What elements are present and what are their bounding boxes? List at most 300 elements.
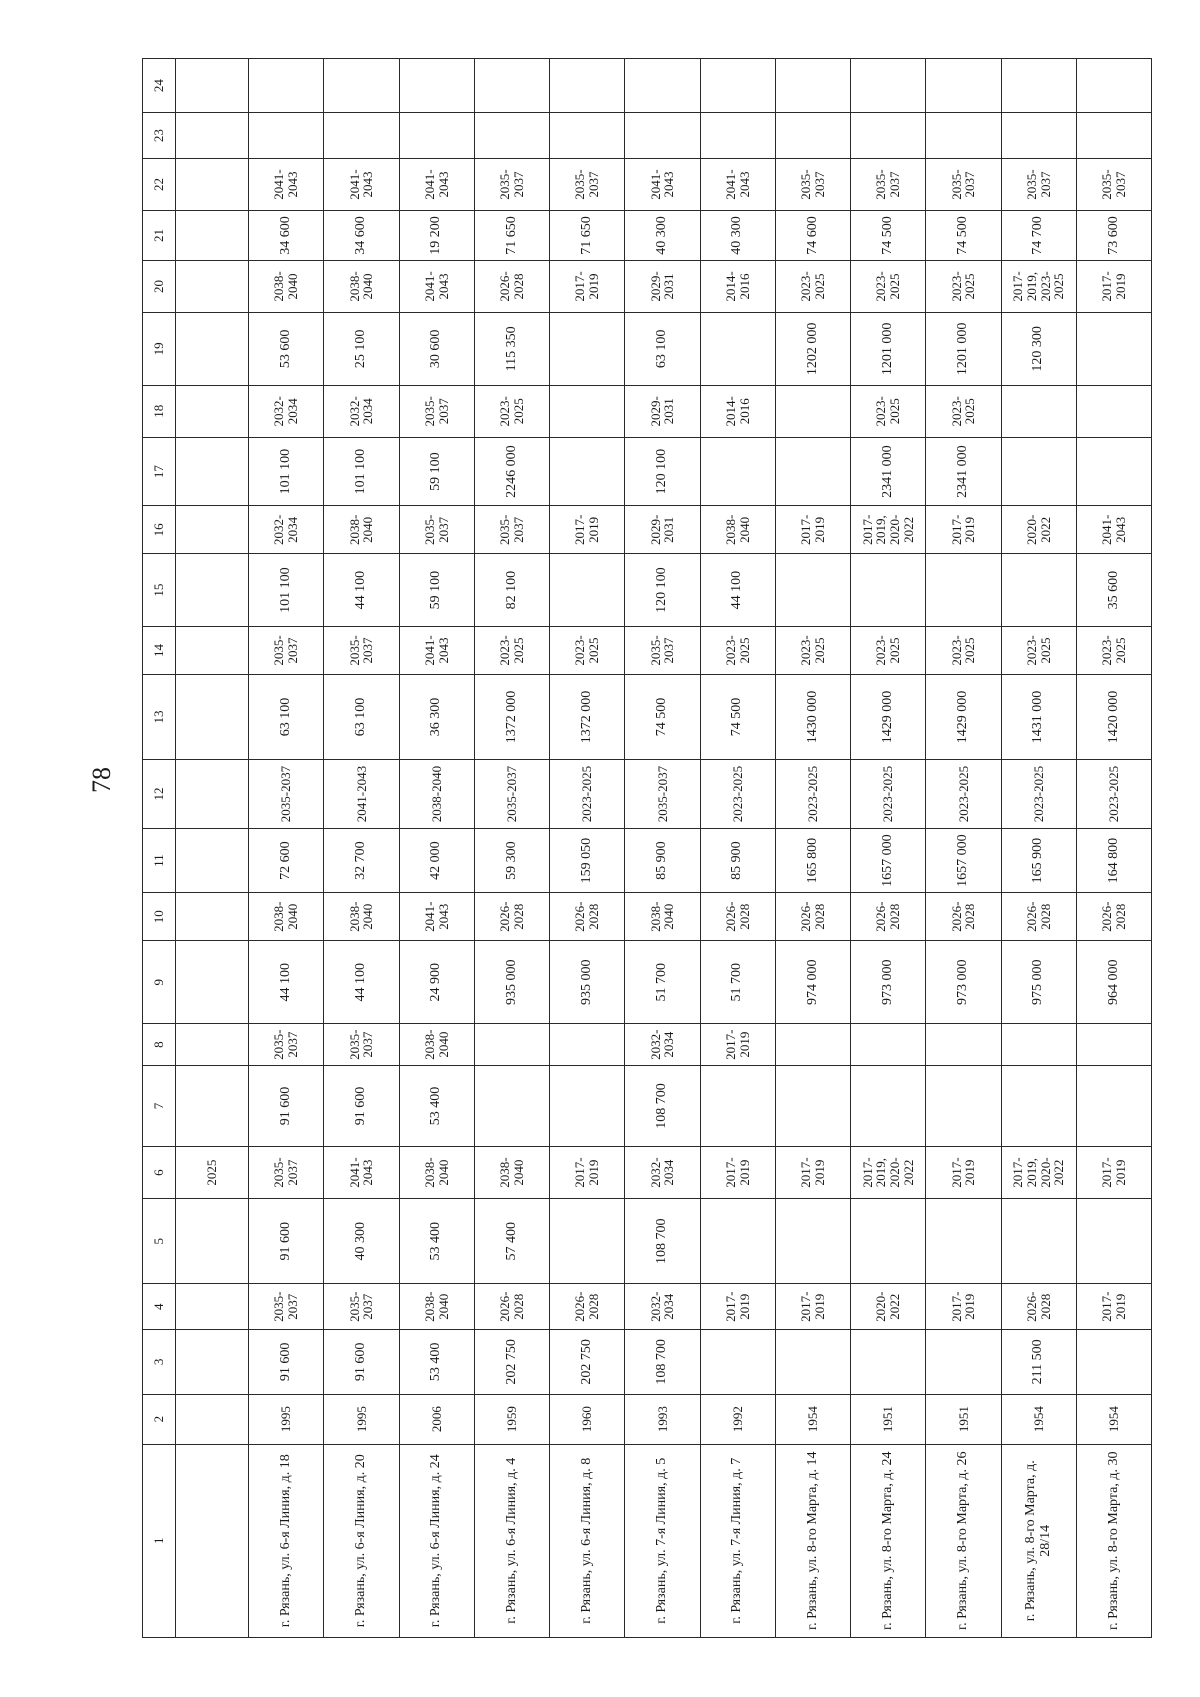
table-cell-col-16: 2041-2043 bbox=[1076, 506, 1151, 554]
table-cell-col-18: 2023-2025 bbox=[851, 385, 926, 437]
header-cell-16 bbox=[176, 506, 249, 554]
table-cell-col-14: 2035-2037 bbox=[249, 627, 324, 675]
table-row bbox=[249, 59, 324, 1638]
header-cell-21 bbox=[176, 211, 249, 261]
table-cell-col-10: 2026-2028 bbox=[474, 893, 549, 941]
table-cell-col-5: 40 300 bbox=[324, 1199, 399, 1284]
table-cell-col-5 bbox=[926, 1199, 1001, 1284]
column-number-2: 2 bbox=[143, 1394, 176, 1444]
table-cell-col-8: 2038-2040 bbox=[399, 1024, 474, 1066]
address-cell: г. Рязань, ул. 6-я Линия, д. 18 bbox=[249, 1444, 324, 1637]
table-cell-col-4: 2035-2037 bbox=[249, 1284, 324, 1330]
table-cell-col-3: 211 500 bbox=[1001, 1330, 1076, 1394]
table-cell-col-12: 2023-2025 bbox=[926, 760, 1001, 829]
table-row bbox=[926, 59, 1001, 1638]
table-cell-col-16: 2029-2031 bbox=[625, 506, 700, 554]
table-cell-col-17: 2246 000 bbox=[474, 437, 549, 506]
table-cell-col-11: 32 700 bbox=[324, 828, 399, 892]
table-cell-col-9: 935 000 bbox=[474, 941, 549, 1024]
table-cell-col-16: 2017-2019, 2020-2022 bbox=[851, 506, 926, 554]
header-cell-10 bbox=[176, 893, 249, 941]
address-cell: г. Рязань, ул. 6-я Линия, д. 4 bbox=[474, 1444, 549, 1637]
column-number-10: 10 bbox=[143, 893, 176, 941]
header-cell-23 bbox=[176, 113, 249, 159]
header-cell-1 bbox=[176, 1444, 249, 1637]
table-cell-col-20: 2029-2031 bbox=[625, 260, 700, 312]
table-cell-col-7 bbox=[474, 1065, 549, 1146]
table-cell-col-22: 2035-2037 bbox=[1076, 159, 1151, 211]
table-cell-col-15: 44 100 bbox=[700, 554, 775, 627]
header-cell-9 bbox=[176, 941, 249, 1024]
header-cell-2 bbox=[176, 1394, 249, 1444]
column-number-14: 14 bbox=[143, 627, 176, 675]
column-number-15: 15 bbox=[143, 554, 176, 627]
table-cell-col-2: 1954 bbox=[775, 1394, 850, 1444]
table-cell-col-20: 2017-2019, 2023-2025 bbox=[1001, 260, 1076, 312]
table-cell-col-24 bbox=[550, 59, 625, 113]
column-number-21: 21 bbox=[143, 211, 176, 261]
table-cell-col-5 bbox=[1001, 1199, 1076, 1284]
table-cell-col-24 bbox=[474, 59, 549, 113]
column-number-1: 1 bbox=[143, 1444, 176, 1637]
column-number-13: 13 bbox=[143, 674, 176, 759]
table-cell-col-10: 2041-2043 bbox=[399, 893, 474, 941]
table-cell-col-20: 2026-2028 bbox=[474, 260, 549, 312]
table-cell-col-17 bbox=[700, 437, 775, 506]
table-cell-col-9: 964 000 bbox=[1076, 941, 1151, 1024]
table-cell-col-22: 2035-2037 bbox=[851, 159, 926, 211]
table-cell-col-10: 2026-2028 bbox=[775, 893, 850, 941]
table-cell-col-9: 973 000 bbox=[926, 941, 1001, 1024]
table-cell-col-10: 2026-2028 bbox=[550, 893, 625, 941]
table-cell-col-17 bbox=[1076, 437, 1151, 506]
table-cell-col-7: 53 400 bbox=[399, 1065, 474, 1146]
table-cell-col-20: 2017-2019 bbox=[1076, 260, 1151, 312]
table-cell-col-5: 53 400 bbox=[399, 1199, 474, 1284]
table-cell-col-19 bbox=[700, 312, 775, 385]
table-cell-col-12: 2023-2025 bbox=[1076, 760, 1151, 829]
table-cell-col-18 bbox=[550, 385, 625, 437]
table-cell-col-24 bbox=[625, 59, 700, 113]
table-cell-col-20: 2023-2025 bbox=[851, 260, 926, 312]
table-cell-col-6: 2032-2034 bbox=[625, 1147, 700, 1199]
table-cell-col-9: 974 000 bbox=[775, 941, 850, 1024]
table-cell-col-19 bbox=[550, 312, 625, 385]
table-cell-col-2: 1960 bbox=[550, 1394, 625, 1444]
table-cell-col-2: 1954 bbox=[1076, 1394, 1151, 1444]
table-row bbox=[474, 59, 549, 1638]
table-cell-col-8 bbox=[851, 1024, 926, 1066]
table-cell-col-3 bbox=[851, 1330, 926, 1394]
table-cell-col-18: 2023-2025 bbox=[474, 385, 549, 437]
table-row bbox=[700, 59, 775, 1638]
table-cell-col-5 bbox=[775, 1199, 850, 1284]
table-cell-col-9: 975 000 bbox=[1001, 941, 1076, 1024]
table-cell-col-12: 2023-2025 bbox=[550, 760, 625, 829]
address-cell: г. Рязань, ул. 8-го Марта, д. 30 bbox=[1076, 1444, 1151, 1637]
table-cell-col-13: 74 500 bbox=[700, 674, 775, 759]
table-cell-col-3 bbox=[775, 1330, 850, 1394]
table-cell-col-6: 2038-2040 bbox=[399, 1147, 474, 1199]
table-cell-col-2: 1995 bbox=[324, 1394, 399, 1444]
table-cell-col-24 bbox=[1001, 59, 1076, 113]
table-cell-col-14: 2023-2025 bbox=[700, 627, 775, 675]
table-cell-col-19: 25 100 bbox=[324, 312, 399, 385]
table-cell-col-20: 2017-2019 bbox=[550, 260, 625, 312]
table-cell-col-17: 59 100 bbox=[399, 437, 474, 506]
table-cell-col-22: 2041-2043 bbox=[249, 159, 324, 211]
header-cell-18 bbox=[176, 385, 249, 437]
table-cell-col-20: 2041-2043 bbox=[399, 260, 474, 312]
table-cell-col-17 bbox=[1001, 437, 1076, 506]
table-cell-col-11: 159 050 bbox=[550, 828, 625, 892]
table-cell-col-14: 2023-2025 bbox=[1076, 627, 1151, 675]
table-cell-col-11: 85 900 bbox=[625, 828, 700, 892]
table-cell-col-22: 2035-2037 bbox=[474, 159, 549, 211]
page-number: 78 bbox=[87, 767, 116, 793]
table-cell-col-18: 2023-2025 bbox=[926, 385, 1001, 437]
column-number-22: 22 bbox=[143, 159, 176, 211]
table-cell-col-10: 2026-2028 bbox=[851, 893, 926, 941]
column-number-11: 11 bbox=[143, 828, 176, 892]
table-cell-col-12: 2035-2037 bbox=[474, 760, 549, 829]
table-cell-col-6: 2035-2037 bbox=[249, 1147, 324, 1199]
address-cell: г. Рязань, ул. 6-я Линия, д. 24 bbox=[399, 1444, 474, 1637]
table-cell-col-23 bbox=[249, 113, 324, 159]
table-cell-col-4: 2017-2019 bbox=[700, 1284, 775, 1330]
table-cell-col-7: 91 600 bbox=[249, 1065, 324, 1146]
table-cell-col-7 bbox=[775, 1065, 850, 1146]
table-cell-col-11: 72 600 bbox=[249, 828, 324, 892]
table-cell-col-3: 53 400 bbox=[399, 1330, 474, 1394]
address-cell: г. Рязань, ул. 6-я Линия, д. 8 bbox=[550, 1444, 625, 1637]
table-cell-col-9: 935 000 bbox=[550, 941, 625, 1024]
table-cell-col-15 bbox=[926, 554, 1001, 627]
table-cell-col-7 bbox=[1001, 1065, 1076, 1146]
register-table bbox=[142, 58, 1152, 1638]
table-cell-col-8 bbox=[926, 1024, 1001, 1066]
column-number-17: 17 bbox=[143, 437, 176, 506]
table-cell-col-16: 2035-2037 bbox=[474, 506, 549, 554]
table-cell-col-15: 35 600 bbox=[1076, 554, 1151, 627]
table-cell-col-21: 74 500 bbox=[926, 211, 1001, 261]
table-cell-col-11: 85 900 bbox=[700, 828, 775, 892]
table-cell-col-22: 2041-2043 bbox=[399, 159, 474, 211]
table-cell-col-2: 1993 bbox=[625, 1394, 700, 1444]
table-cell-col-4: 2026-2028 bbox=[550, 1284, 625, 1330]
table-cell-col-21: 34 600 bbox=[249, 211, 324, 261]
table-cell-col-10: 2026-2028 bbox=[700, 893, 775, 941]
table-cell-col-9: 44 100 bbox=[324, 941, 399, 1024]
table-cell-col-7 bbox=[550, 1065, 625, 1146]
table-cell-col-13: 1420 000 bbox=[1076, 674, 1151, 759]
header-cell-4 bbox=[176, 1284, 249, 1330]
table-cell-col-3: 91 600 bbox=[324, 1330, 399, 1394]
table-cell-col-16: 2032-2034 bbox=[249, 506, 324, 554]
table-cell-col-21: 74 600 bbox=[775, 211, 850, 261]
table-cell-col-6: 2017-2019 bbox=[1076, 1147, 1151, 1199]
table-cell-col-9: 51 700 bbox=[625, 941, 700, 1024]
header-cell-7 bbox=[176, 1065, 249, 1146]
table-cell-col-21: 40 300 bbox=[625, 211, 700, 261]
table-cell-col-23 bbox=[1001, 113, 1076, 159]
table-cell-col-23 bbox=[700, 113, 775, 159]
table-cell-col-18: 2032-2034 bbox=[249, 385, 324, 437]
header-cell-14 bbox=[176, 627, 249, 675]
table-cell-col-21: 19 200 bbox=[399, 211, 474, 261]
table-cell-col-6: 2041-2043 bbox=[324, 1147, 399, 1199]
column-number-19: 19 bbox=[143, 312, 176, 385]
table-cell-col-9: 973 000 bbox=[851, 941, 926, 1024]
table-cell-col-14: 2023-2025 bbox=[1001, 627, 1076, 675]
table-cell-col-18 bbox=[775, 385, 850, 437]
table-cell-col-24 bbox=[1076, 59, 1151, 113]
table-cell-col-17: 120 100 bbox=[625, 437, 700, 506]
table-cell-col-14: 2023-2025 bbox=[851, 627, 926, 675]
table-cell-col-10: 2026-2028 bbox=[926, 893, 1001, 941]
table-cell-col-14: 2035-2037 bbox=[324, 627, 399, 675]
table-cell-col-15 bbox=[775, 554, 850, 627]
table-cell-col-23 bbox=[775, 113, 850, 159]
address-cell: г. Рязань, ул. 6-я Линия, д. 20 bbox=[324, 1444, 399, 1637]
table-cell-col-11: 165 800 bbox=[775, 828, 850, 892]
table-cell-col-4: 2017-2019 bbox=[1076, 1284, 1151, 1330]
table-cell-col-14: 2023-2025 bbox=[550, 627, 625, 675]
table-cell-col-5 bbox=[700, 1199, 775, 1284]
header-cell-19 bbox=[176, 312, 249, 385]
column-number-4: 4 bbox=[143, 1284, 176, 1330]
table-cell-col-7 bbox=[700, 1065, 775, 1146]
table-cell-col-14: 2041-2043 bbox=[399, 627, 474, 675]
table-cell-col-5: 91 600 bbox=[249, 1199, 324, 1284]
table-cell-col-6: 2017-2019 bbox=[775, 1147, 850, 1199]
table-cell-col-2: 1995 bbox=[249, 1394, 324, 1444]
table-cell-col-6: 2017-2019, 2020-2022 bbox=[851, 1147, 926, 1199]
table-cell-col-7: 91 600 bbox=[324, 1065, 399, 1146]
header-cell-12 bbox=[176, 760, 249, 829]
table-cell-col-13: 1429 000 bbox=[926, 674, 1001, 759]
table-cell-col-12: 2023-2025 bbox=[1001, 760, 1076, 829]
address-cell: г. Рязань, ул. 8-го Марта, д. 28/14 bbox=[1001, 1444, 1076, 1637]
table-cell-col-19: 63 100 bbox=[625, 312, 700, 385]
table-cell-col-20: 2023-2025 bbox=[775, 260, 850, 312]
table-cell-col-3 bbox=[1076, 1330, 1151, 1394]
table-cell-col-11: 42 000 bbox=[399, 828, 474, 892]
table-cell-col-10: 2026-2028 bbox=[1001, 893, 1076, 941]
column-number-20: 20 bbox=[143, 260, 176, 312]
table-cell-col-2: 1992 bbox=[700, 1394, 775, 1444]
table-row bbox=[775, 59, 850, 1638]
table-cell-col-5 bbox=[1076, 1199, 1151, 1284]
table-cell-col-16: 2020-2022 bbox=[1001, 506, 1076, 554]
table-body bbox=[249, 59, 1152, 1638]
table-cell-col-21: 71 650 bbox=[550, 211, 625, 261]
column-number-8: 8 bbox=[143, 1024, 176, 1066]
table-cell-col-23 bbox=[851, 113, 926, 159]
table-cell-col-22: 2035-2037 bbox=[550, 159, 625, 211]
table-cell-col-3: 202 750 bbox=[550, 1330, 625, 1394]
table-cell-col-15: 82 100 bbox=[474, 554, 549, 627]
table-cell-col-2: 2006 bbox=[399, 1394, 474, 1444]
table-cell-col-15: 44 100 bbox=[324, 554, 399, 627]
table-cell-col-23 bbox=[324, 113, 399, 159]
table-cell-col-8 bbox=[1076, 1024, 1151, 1066]
table-cell-col-15 bbox=[1001, 554, 1076, 627]
table-cell-col-8 bbox=[1001, 1024, 1076, 1066]
table-cell-col-6: 2017-2019 bbox=[926, 1147, 1001, 1199]
table-cell-col-3 bbox=[700, 1330, 775, 1394]
column-number-5: 5 bbox=[143, 1199, 176, 1284]
table-cell-col-13: 1431 000 bbox=[1001, 674, 1076, 759]
table-cell-col-19 bbox=[1076, 312, 1151, 385]
table-cell-col-21: 74 700 bbox=[1001, 211, 1076, 261]
table-cell-col-8 bbox=[775, 1024, 850, 1066]
table-cell-col-12: 2041-2043 bbox=[324, 760, 399, 829]
table-cell-col-7 bbox=[851, 1065, 926, 1146]
table-cell-col-19: 1201 000 bbox=[926, 312, 1001, 385]
table-cell-col-20: 2038-2040 bbox=[249, 260, 324, 312]
table-cell-col-22: 2035-2037 bbox=[926, 159, 1001, 211]
table-cell-col-10: 2026-2028 bbox=[1076, 893, 1151, 941]
table-cell-col-19: 1202 000 bbox=[775, 312, 850, 385]
table-cell-col-6: 2017-2019 bbox=[550, 1147, 625, 1199]
table-cell-col-12: 2035-2037 bbox=[249, 760, 324, 829]
table-cell-col-17: 101 100 bbox=[324, 437, 399, 506]
table-cell-col-24 bbox=[700, 59, 775, 113]
address-cell: г. Рязань, ул. 7-я Линия, д. 7 bbox=[700, 1444, 775, 1637]
table-cell-col-13: 63 100 bbox=[249, 674, 324, 759]
table-cell-col-22: 2041-2043 bbox=[700, 159, 775, 211]
table-cell-col-17: 2341 000 bbox=[926, 437, 1001, 506]
header-spacer-row bbox=[176, 59, 249, 1638]
table-cell-col-16: 2038-2040 bbox=[700, 506, 775, 554]
register-table-wrapper bbox=[142, 58, 1152, 1638]
table-cell-col-15 bbox=[851, 554, 926, 627]
column-number-16: 16 bbox=[143, 506, 176, 554]
column-number-3: 3 bbox=[143, 1330, 176, 1394]
table-cell-col-13: 1372 000 bbox=[550, 674, 625, 759]
table-cell-col-18: 2032-2034 bbox=[324, 385, 399, 437]
address-cell: г. Рязань, ул. 8-го Марта, д. 26 bbox=[926, 1444, 1001, 1637]
table-cell-col-4: 2038-2040 bbox=[399, 1284, 474, 1330]
table-cell-col-19: 120 300 bbox=[1001, 312, 1076, 385]
table-cell-col-4: 2026-2028 bbox=[1001, 1284, 1076, 1330]
table-row bbox=[324, 59, 399, 1638]
table-cell-col-15 bbox=[550, 554, 625, 627]
address-cell: г. Рязань, ул. 8-го Марта, д. 24 bbox=[851, 1444, 926, 1637]
table-cell-col-5: 57 400 bbox=[474, 1199, 549, 1284]
header-cell-17 bbox=[176, 437, 249, 506]
table-cell-col-10: 2038-2040 bbox=[324, 893, 399, 941]
table-cell-col-24 bbox=[249, 59, 324, 113]
table-cell-col-17: 2341 000 bbox=[851, 437, 926, 506]
table-cell-col-9: 44 100 bbox=[249, 941, 324, 1024]
table-cell-col-20: 2023-2025 bbox=[926, 260, 1001, 312]
table-cell-col-8: 2017-2019 bbox=[700, 1024, 775, 1066]
column-number-7: 7 bbox=[143, 1065, 176, 1146]
table-cell-col-4: 2017-2019 bbox=[775, 1284, 850, 1330]
table-cell-col-24 bbox=[775, 59, 850, 113]
table-cell-col-14: 2023-2025 bbox=[926, 627, 1001, 675]
table-cell-col-3: 108 700 bbox=[625, 1330, 700, 1394]
table-cell-col-13: 1372 000 bbox=[474, 674, 549, 759]
table-cell-col-4: 2017-2019 bbox=[926, 1284, 1001, 1330]
table-cell-col-23 bbox=[1076, 113, 1151, 159]
table-cell-col-22: 2035-2037 bbox=[1001, 159, 1076, 211]
table-cell-col-19: 115 350 bbox=[474, 312, 549, 385]
table-cell-col-6: 2038-2040 bbox=[474, 1147, 549, 1199]
table-cell-col-8 bbox=[474, 1024, 549, 1066]
table-cell-col-4: 2032-2034 bbox=[625, 1284, 700, 1330]
table-cell-col-21: 73 600 bbox=[1076, 211, 1151, 261]
header-cell-3 bbox=[176, 1330, 249, 1394]
table-cell-col-17 bbox=[550, 437, 625, 506]
header-cell-15 bbox=[176, 554, 249, 627]
table-cell-col-23 bbox=[926, 113, 1001, 159]
table-cell-col-24 bbox=[851, 59, 926, 113]
table-cell-col-8 bbox=[550, 1024, 625, 1066]
table-cell-col-14: 2035-2037 bbox=[625, 627, 700, 675]
table-cell-col-23 bbox=[625, 113, 700, 159]
table-cell-col-18: 2035-2037 bbox=[399, 385, 474, 437]
table-cell-col-2: 1951 bbox=[926, 1394, 1001, 1444]
table-cell-col-10: 2038-2040 bbox=[249, 893, 324, 941]
table-row bbox=[851, 59, 926, 1638]
header-cell-8 bbox=[176, 1024, 249, 1066]
table-cell-col-4: 2020-2022 bbox=[851, 1284, 926, 1330]
table-cell-col-24 bbox=[399, 59, 474, 113]
table-cell-col-21: 40 300 bbox=[700, 211, 775, 261]
table-cell-col-5: 108 700 bbox=[625, 1199, 700, 1284]
table-cell-col-5 bbox=[550, 1199, 625, 1284]
table-cell-col-3 bbox=[926, 1330, 1001, 1394]
table-cell-col-16: 2017-2019 bbox=[775, 506, 850, 554]
table-cell-col-18 bbox=[1001, 385, 1076, 437]
table-cell-col-3: 202 750 bbox=[474, 1330, 549, 1394]
table-row bbox=[1076, 59, 1151, 1638]
table-cell-col-14: 2023-2025 bbox=[775, 627, 850, 675]
table-cell-col-11: 1657 000 bbox=[851, 828, 926, 892]
table-cell-col-19: 1201 000 bbox=[851, 312, 926, 385]
table-cell-col-13: 1429 000 bbox=[851, 674, 926, 759]
header-cell-6: 2025 bbox=[176, 1147, 249, 1199]
table-cell-col-5 bbox=[851, 1199, 926, 1284]
table-cell-col-13: 63 100 bbox=[324, 674, 399, 759]
table-cell-col-16: 2038-2040 bbox=[324, 506, 399, 554]
table-cell-col-22: 2041-2043 bbox=[324, 159, 399, 211]
address-cell: г. Рязань, ул. 7-я Линия, д. 5 bbox=[625, 1444, 700, 1637]
table-cell-col-8: 2035-2037 bbox=[324, 1024, 399, 1066]
table-cell-col-15: 101 100 bbox=[249, 554, 324, 627]
table-row bbox=[550, 59, 625, 1638]
table-cell-col-11: 165 900 bbox=[1001, 828, 1076, 892]
table-cell-col-19: 30 600 bbox=[399, 312, 474, 385]
table-cell-col-11: 59 300 bbox=[474, 828, 549, 892]
table-cell-col-17 bbox=[775, 437, 850, 506]
address-cell: г. Рязань, ул. 8-го Марта, д. 14 bbox=[775, 1444, 850, 1637]
table-cell-col-6: 2017-2019 bbox=[700, 1147, 775, 1199]
column-number-24: 24 bbox=[143, 59, 176, 113]
table-cell-col-24 bbox=[926, 59, 1001, 113]
header-cell-22 bbox=[176, 159, 249, 211]
table-cell-col-13: 74 500 bbox=[625, 674, 700, 759]
table-cell-col-18: 2014-2016 bbox=[700, 385, 775, 437]
table-cell-col-22: 2041-2043 bbox=[625, 159, 700, 211]
table-row bbox=[399, 59, 474, 1638]
table-cell-col-21: 74 500 bbox=[851, 211, 926, 261]
column-number-18: 18 bbox=[143, 385, 176, 437]
table-cell-col-23 bbox=[550, 113, 625, 159]
